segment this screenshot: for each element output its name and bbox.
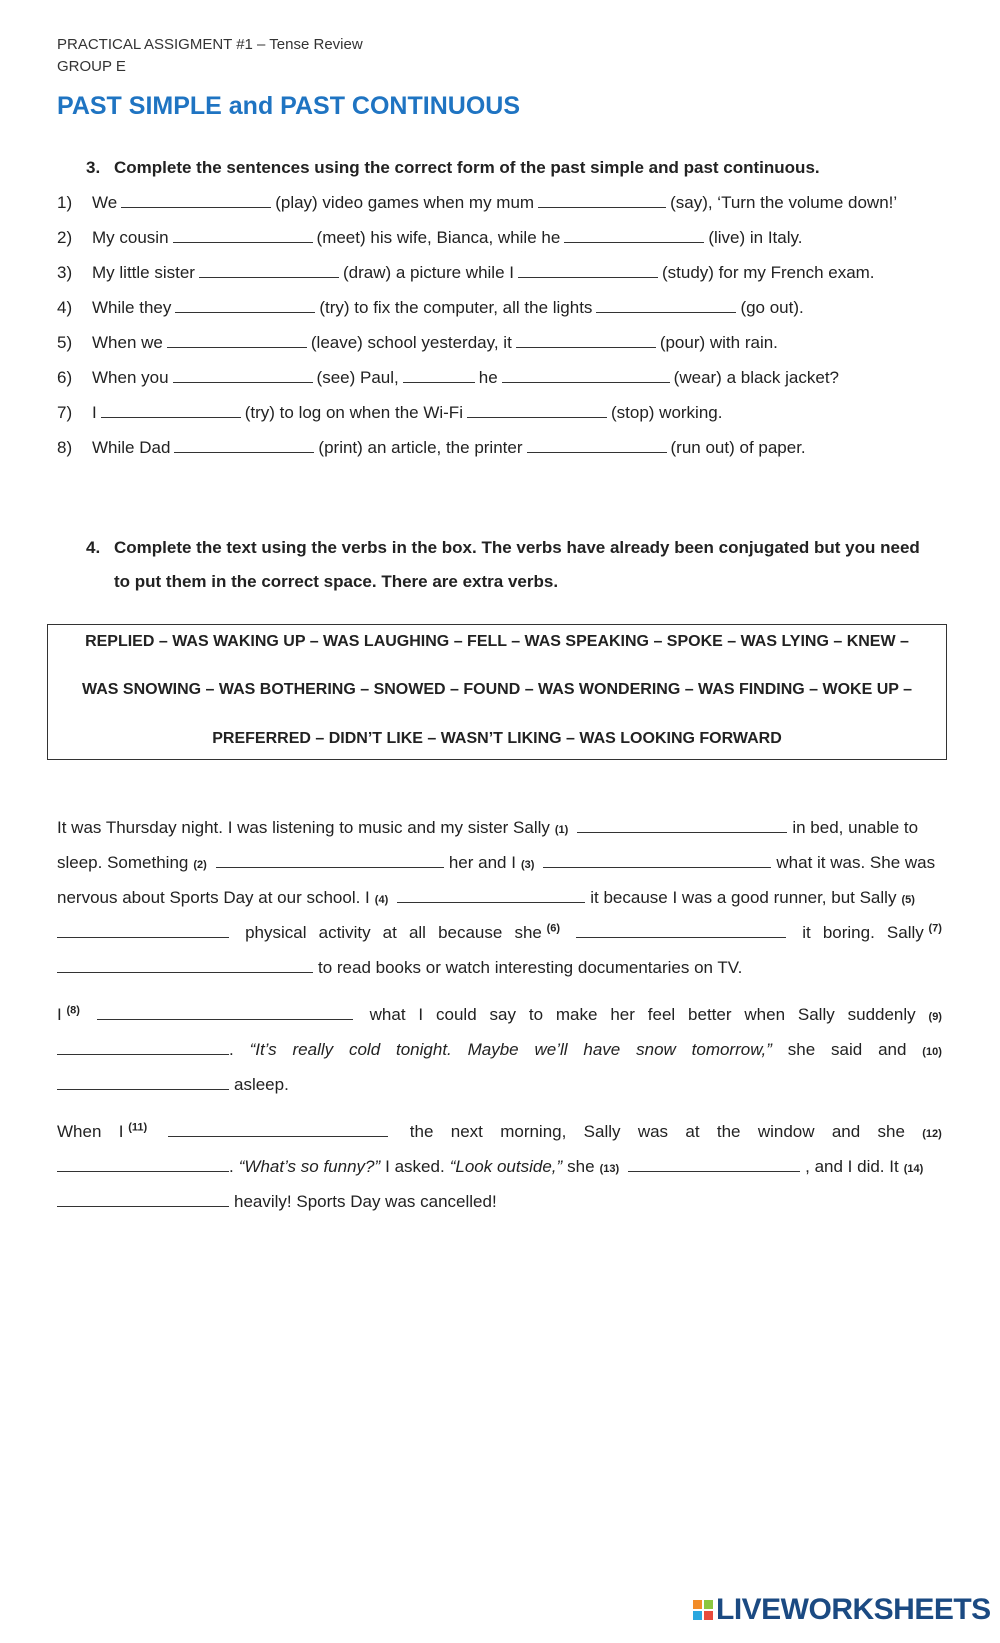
verb-box-line-2: WAS SNOWING – WAS BOTHERING – SNOWED – FOUND – WAS WONDERING – WAS FINDING – WOKE UP –: [82, 681, 912, 698]
answer-blank[interactable]: [57, 1192, 229, 1207]
answer-blank[interactable]: [173, 368, 313, 383]
answer-blank[interactable]: [57, 1157, 229, 1172]
worksheet-page: PRACTICAL ASSIGMENT #1 – Tense Review GROUP E PAST SIMPLE and PAST CONTINUOUS 3. Complete the sentences using the correct form of the past simple and past continuous. 1) We (play) video games when my mum (say), ‘Turn the volume down!’ 2) My cousin (meet) his wife, Bianca, while he (live) in Italy. 3) My little sister (draw) a picture while I (study) for my French exam. 4) While they (try) to fix the computer, all the lights (go out). 5) When we (leave) school yesterday, it (pour) with rain. 6) When you (see) Paul, he (wear) a black jacket? 7) I (try) to log on when the Wi-Fi (stop) working. 8) While Dad (print) an article, the printer (run out) of paper. 4. Complete the text using the verbs in the box. The verbs have already been conjugated but you need to put them in the correct space. There are extra verbs. REPLIED – WAS WAKING UP – WAS LAUGHING – FELL – WAS SPEAKING – SPOKE – WAS LYING – KNEW – WAS SNOWING – WAS BOTHERING – SNOWED – FOUND – WAS WONDERING – WAS FINDING – WOKE UP – PREFERRED – DIDN’T LIKE – WASN’T LIKING – WAS LOOKING FORWARD It was Thursday night. I was listening to music and my sister Sally (1) in bed, unable to sleep. Something (2) her and I (3) what it was. She was nervous about Sports Day at our school. I (4) it because I was a good runner, but Sally (5) physical activity at all because she $^{(6)}$ it boring. Sally $^{(7)}$ to read books or watch interesting documentaries on TV. I $^{(8)}$ what I could say to make her feel better when Sally suddenly (9) . “It’s really cold tonight. Maybe we’ll have snow tomorrow,” she said and (10) asleep. When I $^{(11)}$ the next morning, Sally was at the window and she (12) . “What’s so funny?” I asked. “Look outside,” she (13) , and I did. It (14) heavily! Sports Day was cancelled! LIVEWORKSHEETS: [0, 0, 1000, 1643]
answer-blank[interactable]: [216, 853, 444, 868]
sentence-3: 3) My little sister (draw) a picture while I (study) for my French exam.: [57, 263, 875, 282]
exercise-4-instruction: 4. Complete the text using the verbs in the box. The verbs have already been conjugated but you need to put them in the correct space. There are extra verbs.: [86, 538, 920, 591]
answer-blank[interactable]: [57, 958, 313, 973]
answer-blank[interactable]: [577, 818, 787, 833]
answer-blank[interactable]: [564, 228, 704, 243]
verb-box-line-3: PREFERRED – DIDN’T LIKE – WASN’T LIKING – WAS LOOKING FORWARD: [212, 730, 782, 747]
assignment-header: PRACTICAL ASSIGMENT #1 – Tense Review: [57, 36, 363, 53]
sentence-7: 7) I (try) to log on when the Wi-Fi (stop) working.: [57, 403, 723, 422]
answer-blank[interactable]: [167, 333, 307, 348]
sentence-5: 5) When we (leave) school yesterday, it (pour) with rain.: [57, 333, 778, 352]
group-label: GROUP E: [57, 58, 126, 75]
answer-blank[interactable]: [175, 298, 315, 313]
answer-blank[interactable]: [174, 438, 314, 453]
sentence-2: 2) My cousin (meet) his wife, Bianca, while he (live) in Italy.: [57, 228, 803, 247]
verb-box-line-1: REPLIED – WAS WAKING UP – WAS LAUGHING – FELL – WAS SPEAKING – SPOKE – WAS LYING – KNEW –: [85, 633, 909, 650]
answer-blank[interactable]: [576, 923, 786, 938]
answer-blank[interactable]: [97, 1005, 353, 1020]
exercise-3-instruction: 3. Complete the sentences using the correct form of the past simple and past continuous.: [86, 158, 820, 177]
answer-blank[interactable]: [403, 368, 475, 383]
answer-blank[interactable]: [199, 263, 339, 278]
answer-blank[interactable]: [57, 923, 229, 938]
answer-blank[interactable]: [121, 193, 271, 208]
answer-blank[interactable]: [516, 333, 656, 348]
answer-blank[interactable]: [467, 403, 607, 418]
sentence-4: 4) While they (try) to fix the computer, all the lights (go out).: [57, 298, 804, 317]
answer-blank[interactable]: [57, 1040, 229, 1055]
sentence-1: 1) We (play) video games when my mum (say), ‘Turn the volume down!’: [57, 193, 898, 212]
answer-blank[interactable]: [502, 368, 670, 383]
verb-box: [47, 624, 947, 760]
liveworksheets-logo: [693, 1593, 991, 1627]
answer-blank[interactable]: [628, 1157, 800, 1172]
answer-blank[interactable]: [397, 888, 585, 903]
logo-icon: [693, 1600, 713, 1620]
sentence-8: 8) While Dad (print) an article, the printer (run out) of paper.: [57, 438, 806, 457]
superscript-marker: (6): [546, 922, 561, 935]
superscript-marker: (11): [128, 1121, 148, 1134]
answer-blank[interactable]: [596, 298, 736, 313]
answer-blank[interactable]: [168, 1122, 388, 1137]
superscript-marker: (7): [928, 922, 942, 935]
sentence-6: 6) When you (see) Paul, he (wear) a black jacket?: [57, 368, 840, 387]
page-title: PAST SIMPLE and PAST CONTINUOUS: [57, 92, 520, 120]
answer-blank[interactable]: [527, 438, 667, 453]
logo-text: LIVEWORKSHEETS: [716, 1593, 991, 1626]
answer-blank[interactable]: [57, 1075, 229, 1090]
answer-blank[interactable]: [543, 853, 771, 868]
answer-blank[interactable]: [101, 403, 241, 418]
answer-blank[interactable]: [518, 263, 658, 278]
superscript-marker: (8): [66, 1004, 80, 1017]
answer-blank[interactable]: [173, 228, 313, 243]
answer-blank[interactable]: [538, 193, 666, 208]
